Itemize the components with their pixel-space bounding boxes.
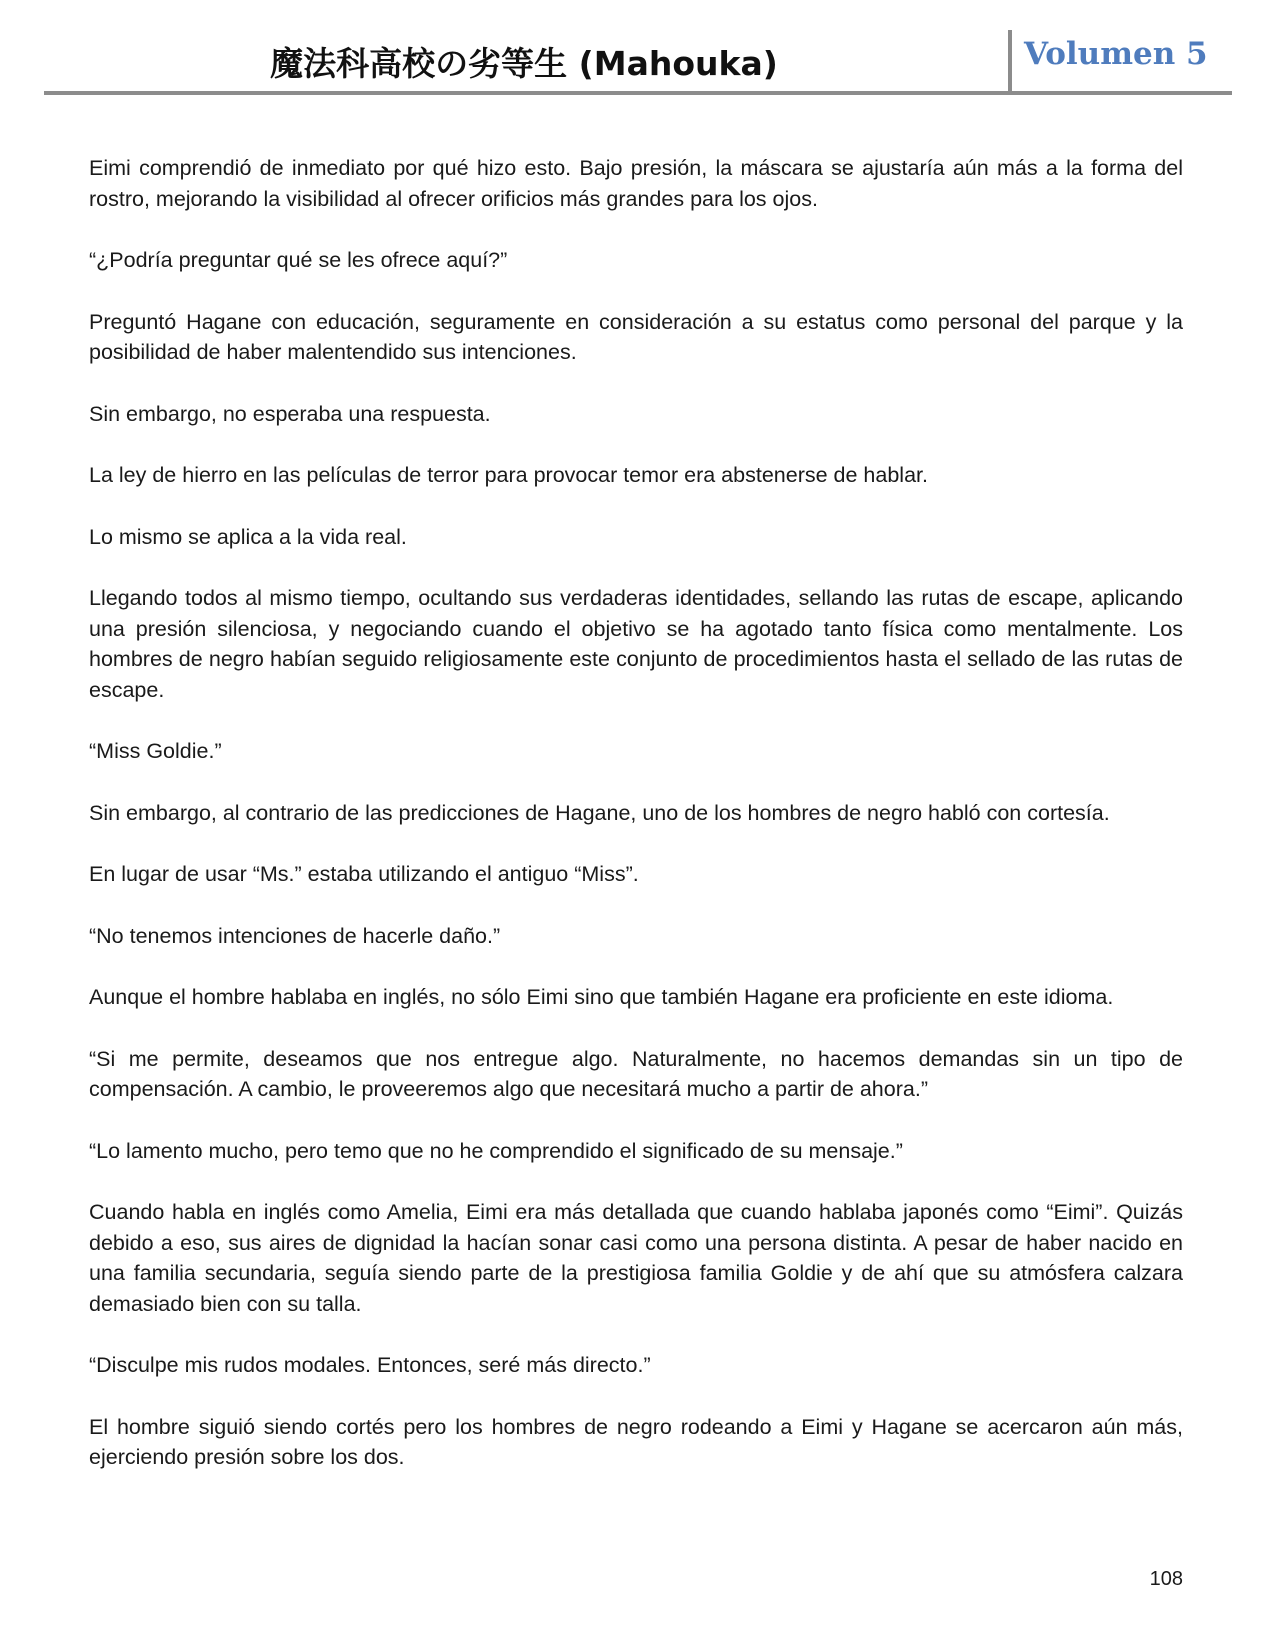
page-header [44,28,1232,94]
paragraph: Sin embargo, al contrario de las predicciones de Hagane, uno de los hombres de negro habló con cortesía. [89,800,1110,825]
paragraph: “No tenemos intenciones de hacerle daño.” [89,923,501,948]
paragraph: Eimi comprendió de inmediato por qué hizo esto. Bajo presión, la máscara se ajustaría aún más a la forma del rostro, mejorando la visibilidad al ofrecer orificios más grandes para los ojos. [89,156,1183,211]
page-number: 108 [1149,1568,1183,1590]
paragraph: Llegando todos al mismo tiempo, ocultando sus verdaderas identidades, sellando las rutas de escape, aplicando una presión silenciosa, y negociando cuando el objetivo se ha agotado tanto física como mentalmente. Los hombres de negro habían seguido religiosamente este conjunto de procedimientos hasta el sellado de las rutas de escape. [89,586,1183,702]
paragraph: Sin embargo, no esperaba una respuesta. [89,401,491,426]
book-title: 魔法科高校の劣等生 (Mahouka) [270,44,778,83]
paragraph: “Miss Goldie.” [89,739,222,763]
paragraph: “¿Podría preguntar qué se les ofrece aquí?” [89,248,508,272]
paragraph: Preguntó Hagane con educación, seguramente en consideración a su estatus como personal del parque y la posibilidad de haber malentendido sus intenciones. [89,309,1183,364]
paragraph: “Si me permite, deseamos que nos entregue algo. Naturalmente, no hacemos demandas sin un tipo de compensación. A cambio, le proveeremos algo que necesitará mucho a partir de ahora.” [89,1046,1183,1101]
paragraph: Lo mismo se aplica a la vida real. [89,524,407,549]
paragraph: “Disculpe mis rudos modales. Entonces, seré más directo.” [89,1353,651,1377]
paragraph: “Lo lamento mucho, pero temo que no he comprendido el significado de su mensaje.” [89,1138,903,1163]
page-body [89,153,1183,1504]
paragraph: El hombre siguió siendo cortés pero los hombres de negro rodeando a Eimi y Hagane se acercaron aún más, ejerciendo presión sobre los dos. [89,1414,1183,1469]
volume-label: Volumen 5 [1024,36,1208,72]
paragraph: Aunque el hombre hablaba en inglés, no sólo Eimi sino que también Hagane era proficiente en este idioma. [89,985,1114,1009]
paragraph: En lugar de usar “Ms.” estaba utilizando el antiguo “Miss”. [89,862,639,886]
header-rule [44,91,1232,95]
paragraph: La ley de hierro en las películas de terror para provocar temor era abstenerse de hablar. [89,463,928,487]
paragraph: Cuando habla en inglés como Amelia, Eimi era más detallada que cuando hablaba japonés como “Eimi”. Quizás debido a eso, sus aires de dignidad la hacían sonar casi como una persona distinta. A pesar de haber nacido en una familia secundaria, seguía siendo parte de la prestigiosa familia Goldie y de ahí que su atmósfera calzara demasiado bien con su talla. [89,1200,1183,1316]
header-divider [1008,30,1012,92]
